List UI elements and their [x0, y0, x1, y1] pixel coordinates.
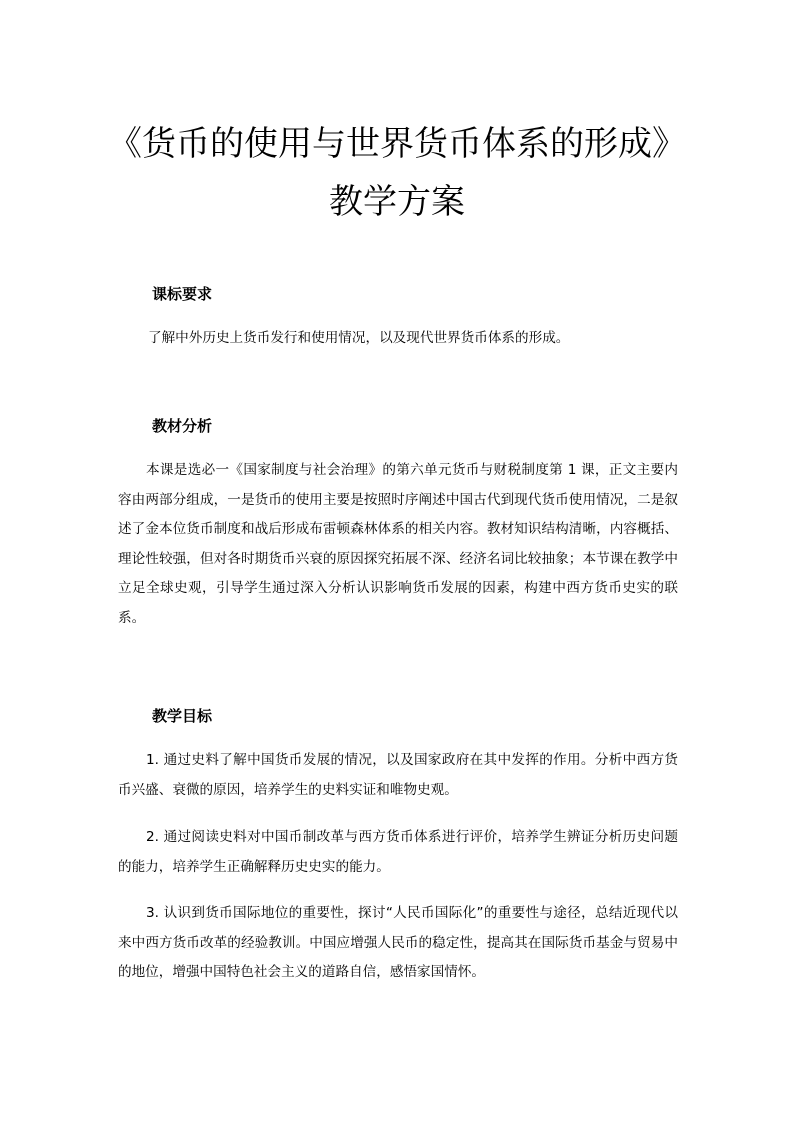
- section-heading-analysis: 教材分析: [152, 417, 213, 435]
- document-title-line2: 教学方案: [329, 182, 465, 222]
- document-title-line1: 《货币的使用与世界货币体系的形成》: [108, 124, 686, 164]
- objective-item-2: 2. 通过阅读史料对中国币制改革与西方货币体系进行评价，培养学生辨证分析历史问题的能力，培养学生正确解释历史史实的能力。: [118, 829, 678, 875]
- standards-paragraph: 了解中外历史上货币发行和使用情况，以及现代世界货币体系的形成。: [148, 330, 570, 346]
- objective-item-1: 1. 通过史料了解中国货币发展的情况，以及国家政府在其中发挥的作用。分析中西方货币兴盛、衰微的原因，培养学生的史料实证和唯物史观。: [118, 752, 678, 798]
- objective-item-3: 3. 认识到货币国际地位的重要性，探讨“人民币国际化”的重要性与途径，总结近现代以来中西方货币改革的经验教训。中国应增强人民币的稳定性，提高其在国际货币基金与贸易中的地位，增强中国特色社会主义的道路自信，感悟家国情怀。: [118, 905, 678, 981]
- section-heading-standards: 课标要求: [152, 285, 213, 303]
- analysis-paragraph: 本课是选必一《国家制度与社会治理》的第六单元货币与财税制度第 1 课，正文主要内容由两部分组成，一是货币的使用主要是按照时序阐述中国古代到现代货币使用情况，二是叙述了金本位货币制度和战后形成布雷顿森林体系的相关内容。教材知识结构清晰，内容概括、理论性较强，但对各时期货币兴衰的原因探究拓展不深、经济名词比较抽象；本节课在教学中立足全球史观，引导学生通过深入分析认识影响货币发展的因素，构建中西方货币史实的联系。: [118, 462, 678, 626]
- section-heading-objectives: 教学目标: [152, 707, 213, 725]
